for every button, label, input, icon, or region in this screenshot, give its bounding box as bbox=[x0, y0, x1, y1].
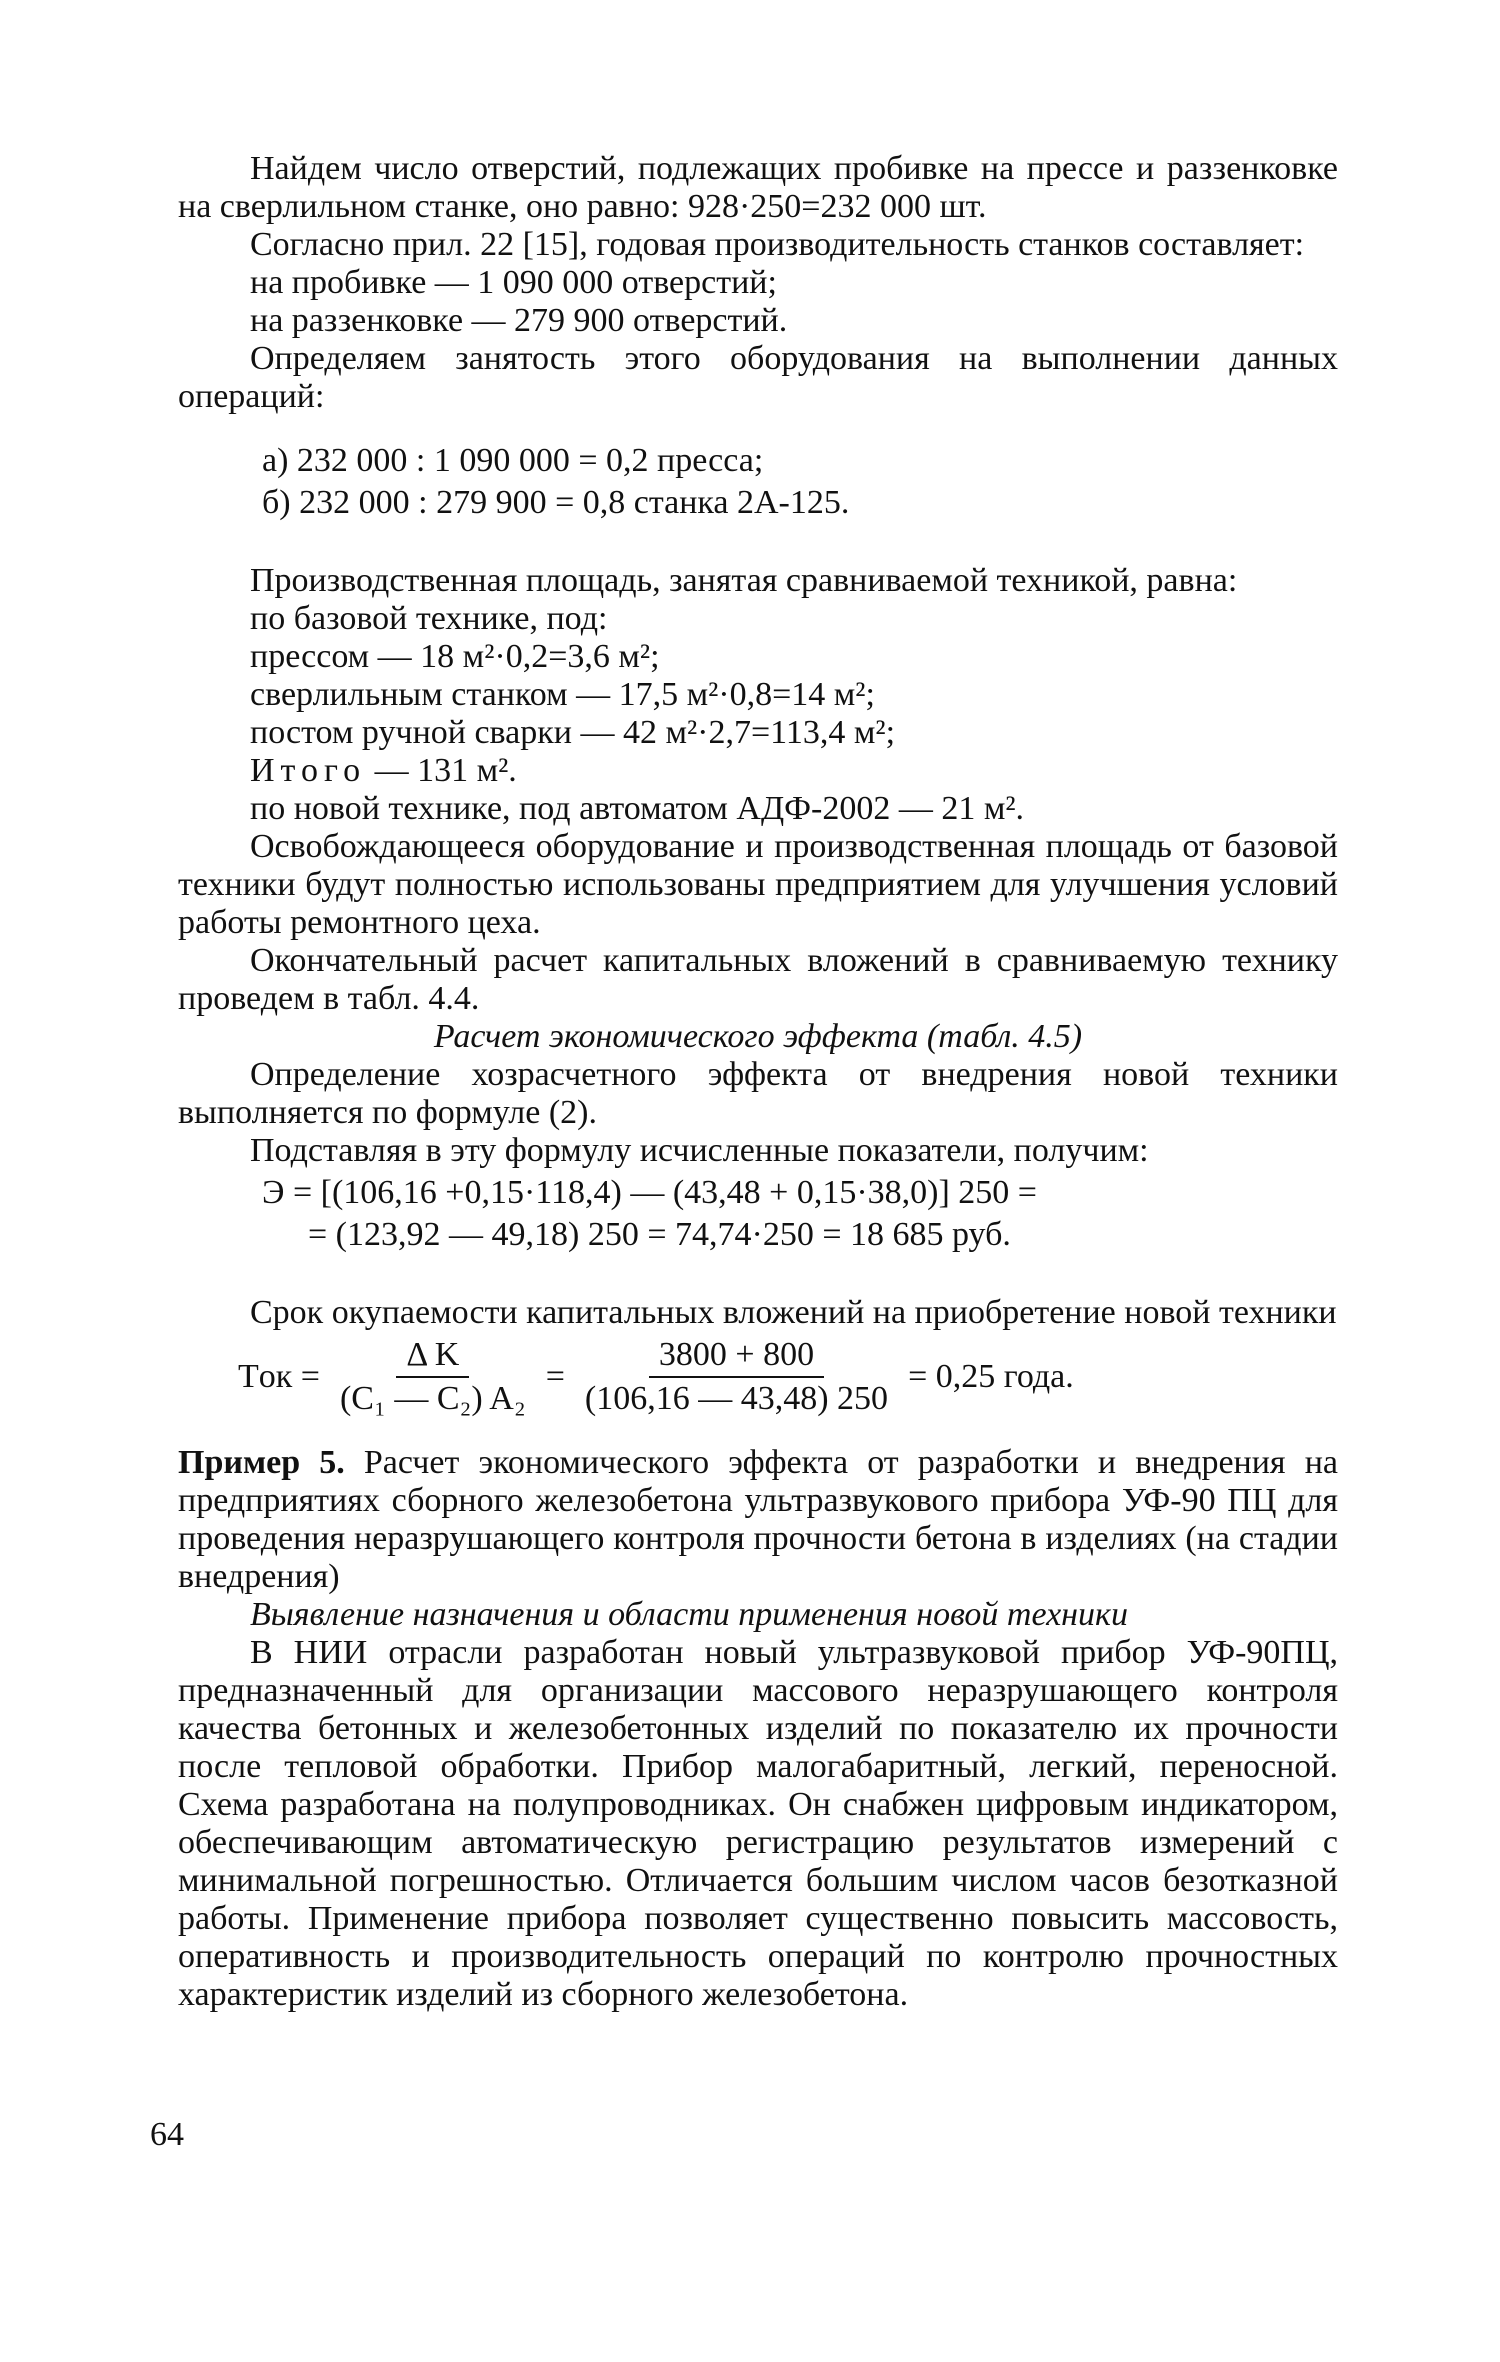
fraction bbox=[330, 1336, 536, 1418]
section-heading: Расчет экономического эффекта (табл. 4.5) bbox=[433, 1018, 1083, 1055]
denominator: (106,16 — 43,48) 250 bbox=[584, 1380, 889, 1417]
paragraph: В НИИ отрасли разработан новый ультразвуковой прибор УФ-90ПЦ, предназначенный для организации массового неразрушающего контроля качества бетонных и железобетонных изделий по показателю их прочности после тепловой обработки. Прибор малогабаритный, легкий, переносной. Схема разработана на полупроводниках. Он снабжен цифровым индикатором, обеспечивающим автоматическую регистрацию результатов измерений с минимальной погрешностью. Отличается большим числом часов безотказной работы. Применение прибора позволяет существенно повысить массовость, оперативность и производительность операций по контролю прочностных характеристик изделий из сборного железобетона. bbox=[178, 1634, 1338, 2013]
denominator: (C₁ — C₂) A₂ bbox=[339, 1380, 526, 1417]
list-item: на пробивке — 1 090 000 отверстий; bbox=[250, 264, 777, 301]
paragraph: Освобождающееся оборудование и производственная площадь от базовой техники будут полностью использованы предприятием для улучшения условий работы ремонтного цеха. bbox=[178, 828, 1338, 941]
paragraph: Согласно прил. 22 [15], годовая производительность станков составляет: bbox=[250, 226, 1305, 263]
equation: = (123,92 — 49,18) 250 = 74,74·250 = 18 685 руб. bbox=[308, 1216, 1011, 1253]
text-column bbox=[178, 150, 1338, 2014]
equation: Э = [(106,16 +0,15·118,4) — (43,48 + 0,15·38,0)] 250 = bbox=[262, 1174, 1037, 1211]
paragraph bbox=[178, 1444, 1338, 1596]
paragraph: Подставляя в эту формулу исчисленные показатели, получим: bbox=[250, 1132, 1149, 1169]
paragraph: Найдем число отверстий, подлежащих пробивке на прессе и раззенковке на сверлильном станке, оно равно: 928·250=232 000 шт. bbox=[178, 150, 1338, 225]
paragraph: Срок окупаемости капитальных вложений на приобретение новой техники bbox=[250, 1294, 1337, 1331]
numerator: 3800 + 800 bbox=[649, 1336, 824, 1378]
list-item: сверлильным станком — 17,5 м²·0,8=14 м²; bbox=[250, 676, 875, 713]
page-number: 64 bbox=[150, 2116, 184, 2153]
equals-sign: = bbox=[545, 1358, 565, 1395]
paragraph: Определение хозрасчетного эффекта от внедрения новой техники выполняется по формуле (2). bbox=[178, 1056, 1338, 1131]
list-item: постом ручной сварки — 42 м²·2,7=113,4 м²; bbox=[250, 714, 896, 751]
total-value: — 131 м². bbox=[366, 752, 517, 789]
section-heading: Выявление назначения и области применения новой техники bbox=[250, 1596, 1128, 1633]
list-item: по новой технике, под автоматом АДФ-2002 — 21 м². bbox=[250, 790, 1025, 827]
list-item bbox=[178, 752, 1338, 790]
paragraph: Окончательный расчет капитальных вложений в сравниваемую технику проведем в табл. 4.4. bbox=[178, 942, 1338, 1017]
total-label: Итого bbox=[250, 752, 367, 789]
fraction bbox=[575, 1336, 898, 1418]
list-item: прессом — 18 м²·0,2=3,6 м²; bbox=[250, 638, 660, 675]
equation: б) 232 000 : 279 900 = 0,8 станка 2А-125. bbox=[262, 484, 850, 521]
numerator: Δ K bbox=[396, 1336, 469, 1378]
paragraph: Определяем занятость этого оборудования на выполнении данных операций: bbox=[178, 340, 1338, 415]
example-label: Пример 5. bbox=[178, 1444, 345, 1481]
formula-result: = 0,25 года. bbox=[908, 1358, 1074, 1395]
payback-formula bbox=[178, 1332, 1338, 1422]
list-item: на раззенковке — 279 900 отверстий. bbox=[250, 302, 788, 339]
example-text: Расчет экономического эффекта от разработки и внедрения на предприятиях сборного железобетона ультразвукового прибора УФ-90 ПЦ для проведения неразрушающего контроля прочности бетона в изделиях (на стадии внедрения) bbox=[178, 1444, 1338, 1595]
formula-lhs: Tок = bbox=[238, 1358, 320, 1395]
list-item: по базовой технике, под: bbox=[250, 600, 608, 637]
equation: а) 232 000 : 1 090 000 = 0,2 пресса; bbox=[262, 442, 764, 479]
paragraph: Производственная площадь, занятая сравниваемой техникой, равна: bbox=[250, 562, 1238, 599]
